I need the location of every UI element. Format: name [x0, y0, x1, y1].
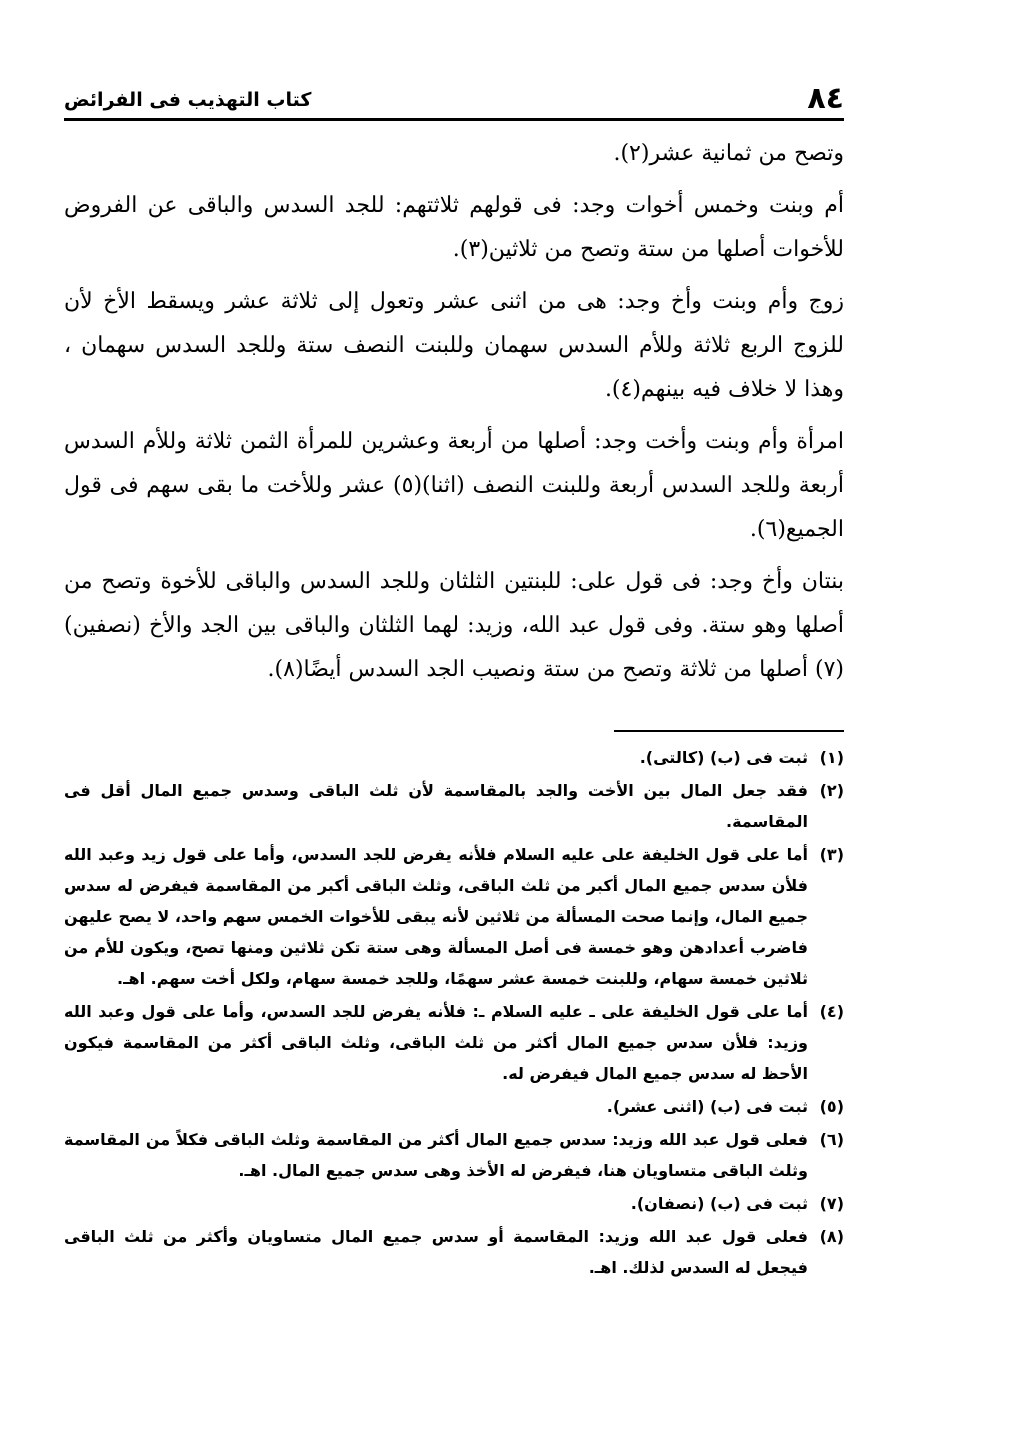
- footnote: [64, 1091, 844, 1122]
- paragraph: أم وبنت وخمس أخوات وجد: فى قولهم ثلاثتهم: للجد السدس والباقى عن الفروض للأخوات أصلها من ستة وتصح من ثلاثين(٣).: [64, 193, 844, 262]
- running-header: [64, 72, 844, 116]
- footnote-marker: (٦): [819, 1130, 844, 1149]
- footnote-text: فقد جعل المال بين الأخت والجد بالمقاسمة لأن ثلث الباقى وسدس جميع المال أقل فى المقاسمة.: [64, 781, 808, 831]
- paragraph: وتصح من ثمانية عشر(٢).: [613, 141, 844, 166]
- footnote: [64, 775, 844, 837]
- footnote-marker: (٨): [819, 1227, 844, 1246]
- footnote: [64, 839, 844, 994]
- footnote-text: فعلى قول عبد الله وزيد: سدس جميع المال أكثر من المقاسمة وثلث الباقى فكلاً من المقاسمة وثلث الباقى متساويان هنا، فيفرض له الأخذ وهى سدس جميع المال. اهـ.: [64, 1130, 808, 1180]
- footnote-marker: (١): [819, 748, 844, 767]
- footnotes: [64, 742, 844, 1285]
- footnote-marker: (٤): [819, 1002, 844, 1021]
- footnote-marker: (٢): [819, 781, 844, 800]
- paragraph: زوج وأم وبنت وأخ وجد: هى من اثنى عشر وتعول إلى ثلاثة عشر ويسقط الأخ لأن للزوج الربع ثلاثة وللأم السدس سهمان وللبنت النصف ستة وللجد السدس سهمان ، وهذا لا خلاف فيه بينهم(٤).: [64, 289, 844, 402]
- footnote: [64, 742, 844, 773]
- footnote: [64, 1124, 844, 1186]
- footnote-marker: (٣): [819, 845, 844, 864]
- footnote-separator: [614, 730, 844, 732]
- footnote-text: أما على قول الخليفة على ـ عليه السلام ـ: فلأنه يفرض للجد السدس، وأما على قول وعبد الله وزيد: فلأن سدس جميع المال أكثر من ثلث الباقى، وثلث الباقى أكثر من المقاسمة فيكون الأحظ له سدس جميع المال فيفرض له.: [64, 1002, 808, 1083]
- page-number: ٨٤: [807, 81, 844, 116]
- footnote-text: فعلى قول عبد الله وزيد: المقاسمة أو سدس جميع المال متساويان وأكثر من ثلث الباقى فيجعل له السدس لذلك. اهـ.: [64, 1227, 808, 1277]
- footnote: [64, 1188, 844, 1219]
- footnote: [64, 996, 844, 1089]
- footnote-marker: (٧): [819, 1194, 844, 1213]
- footnote-marker: (٥): [819, 1097, 844, 1116]
- footnote-text: ثبت فى (ب) (كالتى).: [639, 748, 808, 767]
- paragraph: امرأة وأم وبنت وأخت وجد: أصلها من أربعة وعشرين للمرأة الثمن ثلاثة وللأم السدس أربعة وللجد السدس أربعة وللبنت النصف (اثنا)(٥) عشر وللأخت ما بقى سهم فى قول الجميع(٦).: [64, 429, 844, 542]
- footnote-text: ثبت فى (ب) (اثنى عشر).: [606, 1097, 808, 1116]
- footnote-text: ثبت فى (ب) (نصفان).: [630, 1194, 808, 1213]
- book-title: كتاب التهذيب فى الفرائض: [64, 89, 312, 111]
- footnote: [64, 1221, 844, 1283]
- main-text: [64, 132, 844, 700]
- paragraph: بنتان وأخ وجد: فى قول على: للبنتين الثلثان وللجد السدس والباقى للأخوة وتصح من أصلها وهو ستة. وفى قول عبد الله، وزيد: لهما الثلثان والباقى بين الجد والأخ (نصفين)(٧) أصلها من ثلاثة وتصح من ستة ونصيب الجد السدس أيضًا(٨).: [64, 569, 844, 682]
- footnote-text: أما على قول الخليفة على عليه السلام فلأنه يفرض للجد السدس، وأما على قول زيد وعبد الله فلأن سدس جميع المال أكبر من ثلث الباقى، وثلث الباقى أكبر من المقاسمة فيفرض له سدس جميع المال، وإنما صحت المسألة من ثلاثين لأنه يبقى للأخوات الخمس سهم واحد، لا يصح عليهن فاضرب أعدادهن وهو خمسة فى أصل المسألة وهى ستة تكن ثلاثين ومنها تصح، ويكون للأم من ثلاثين خمسة سهام، وللبنت خمسة عشر سهمًا، وللجد خمسة سهام، ولكل أخت سهم. اهـ.: [64, 845, 808, 988]
- header-rule: [64, 118, 844, 121]
